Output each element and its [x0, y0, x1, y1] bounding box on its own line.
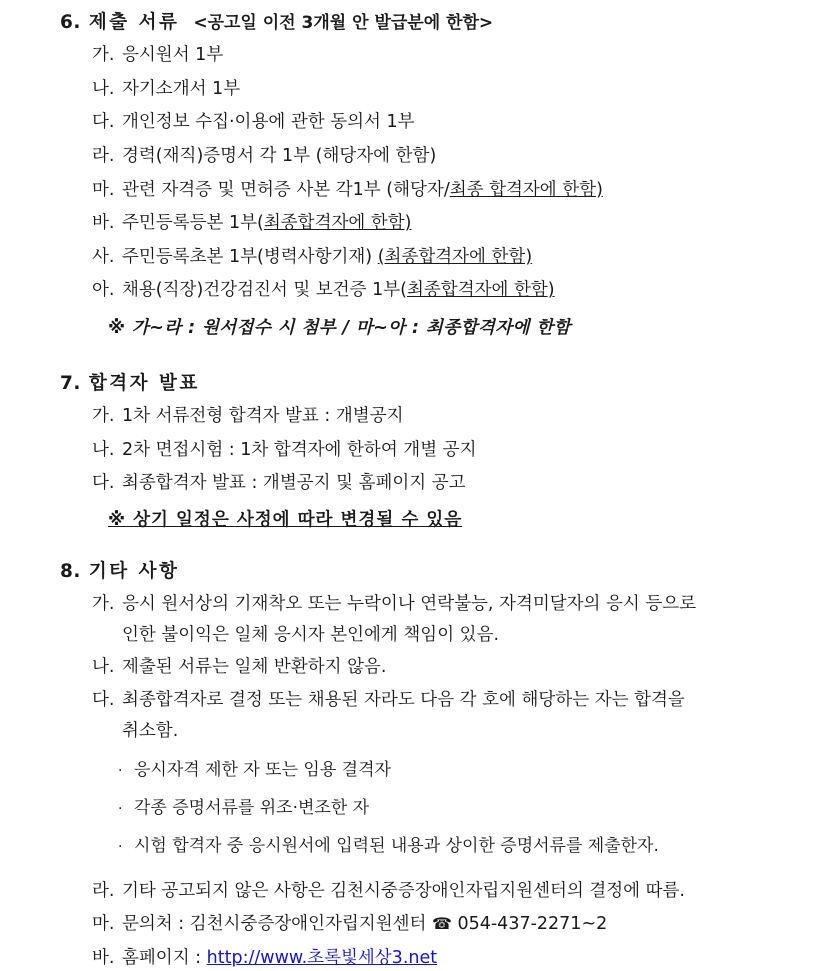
bullet-dot-icon: ·: [118, 838, 123, 855]
item-marker: 아.: [92, 280, 115, 301]
item-text-underlined: (최종합격자에 한함): [377, 246, 533, 267]
item-text-plain: 주민등록초본 1부(병력사항기재): [122, 246, 378, 267]
item-marker: 가.: [92, 45, 115, 65]
list-item: [92, 279, 803, 303]
list-item: [92, 472, 803, 496]
item-text: 경력(재직)증명서 각 1부 (해당자에 한함): [122, 145, 437, 166]
bullet-text: 각종 증명서류를 위조·변조한 자: [134, 797, 370, 818]
section-spacer: [22, 339, 803, 369]
list-item: [92, 656, 803, 680]
section-heading-7: [60, 369, 803, 395]
item-marker: 바.: [92, 213, 115, 234]
list-item: [92, 880, 803, 904]
section-number: 7.: [60, 373, 81, 394]
item-continuation: 취소함.: [122, 720, 179, 741]
item-continuation: 인한 불이익은 일체 응시자 본인에게 책임이 있음.: [122, 624, 500, 645]
list-item-contact: [92, 913, 803, 937]
item-marker: 다.: [92, 690, 115, 711]
item-text: 제출된 서류는 일체 반환하지 않음.: [122, 656, 387, 677]
list-item: [118, 755, 803, 780]
section-number: 8.: [60, 560, 81, 582]
bullet-text: 응시자격 제한 자 또는 임용 결격자: [134, 759, 391, 780]
item-marker: 가.: [92, 406, 115, 426]
item-text-plain: 채용(직장)건강검진서 및 보건증 1부(: [122, 280, 407, 301]
item-text: 최종합격자 발표 : 개별공지 및 홈페이지 공고: [122, 473, 466, 494]
item-text: 기타 공고되지 않은 사항은 김천시중증장애인자립지원센터의 결정에 따름.: [122, 880, 685, 901]
section-number: 6.: [60, 12, 81, 33]
bullet-dot-icon: ·: [118, 800, 123, 817]
list-item: [118, 793, 803, 818]
item-text: 개인정보 수집·이용에 관한 동의서 1부: [122, 112, 415, 133]
item-text: 응시원서 1부: [122, 45, 224, 65]
list-item: [92, 145, 803, 169]
item-marker: 라.: [92, 145, 115, 166]
item-text: [122, 947, 803, 971]
item-text: [122, 179, 803, 203]
contact-label: 문의처 : 김천시중증장애인자립지원센터: [122, 914, 432, 935]
list-item: [92, 111, 803, 135]
homepage-label: 홈페이지 :: [122, 948, 207, 968]
item-text: 1차 서류전형 합격자 발표 : 개별공지: [122, 406, 404, 426]
section-title: 제출 서류: [88, 12, 180, 33]
section-spacer: [22, 856, 803, 870]
phone-number: 054-437-2271~2: [451, 914, 608, 935]
section-7-emphasis-note: ※ 상기 일정은 사정에 따라 변경될 수 있음: [108, 509, 463, 530]
list-item: [92, 405, 803, 429]
item-text: [122, 212, 803, 236]
item-marker: 바.: [92, 948, 115, 968]
list-item: [92, 78, 803, 102]
item-text: 자기소개서 1부: [122, 78, 241, 99]
item-marker: 나.: [92, 656, 115, 677]
bullet-dot-icon: ·: [118, 762, 123, 779]
list-item: [92, 439, 803, 463]
item-text: 2차 면접시험 : 1차 합격자에 한하여 개별 공지: [122, 439, 477, 460]
item-marker: 나.: [92, 78, 115, 99]
list-item: [92, 44, 803, 68]
item-marker: 나.: [92, 439, 115, 460]
list-item: [92, 212, 803, 236]
section-spacer: [22, 531, 803, 557]
bullet-text: 시험 합격자 중 응시원서에 입력된 내용과 상이한 증명서류를 제출한자.: [134, 835, 659, 856]
item-text-underlined: 최종 합격자에 한함): [449, 179, 603, 200]
section-heading-6: [60, 8, 803, 34]
item-text-plain: 주민등록등본 1부(: [122, 213, 264, 234]
item-text: 응시 원서상의 기재착오 또는 누락이나 연락불능, 자격미달자의 응시 등으로: [122, 593, 697, 614]
section-title: 합격자 발표: [88, 373, 200, 394]
list-item-homepage: [92, 947, 803, 971]
item-marker: 다.: [92, 473, 115, 494]
item-marker: 가.: [92, 593, 115, 614]
item-text-underlined: 최종합격자에 한함): [263, 213, 412, 234]
item-marker: 마.: [92, 914, 115, 935]
homepage-link[interactable]: http://www.초록빛세상3.net: [206, 948, 438, 968]
list-item: [118, 831, 803, 856]
telephone-icon: ☎: [431, 914, 452, 934]
list-item: [92, 689, 803, 713]
item-text: 최종합격자로 결정 또는 채용된 자라도 다음 각 호에 해당하는 자는 합격을: [122, 690, 685, 711]
item-text: [122, 279, 803, 303]
section-note: <공고일 이전 3개월 안 발급분에 한함>: [193, 13, 494, 33]
section-title: 기타 사항: [88, 560, 180, 582]
list-item: [92, 179, 803, 203]
list-item: [92, 593, 803, 617]
item-text: [122, 246, 803, 270]
item-marker: 라.: [92, 880, 115, 901]
item-marker: 다.: [92, 112, 115, 133]
list-item: [92, 246, 803, 270]
item-marker: 마.: [92, 179, 115, 200]
item-text-underlined: 최종합격자에 한함): [406, 280, 555, 301]
section-6-emphasis-note: ※ 가~라 : 원서접수 시 첨부 / 마~아 : 최종합격자에 한함: [108, 318, 571, 338]
item-text-plain: 관련 자격증 및 면허증 사본 각1부 (해당자/: [122, 179, 450, 200]
item-marker: 사.: [92, 246, 115, 267]
section-heading-8: [60, 557, 803, 583]
item-text: [122, 913, 803, 937]
